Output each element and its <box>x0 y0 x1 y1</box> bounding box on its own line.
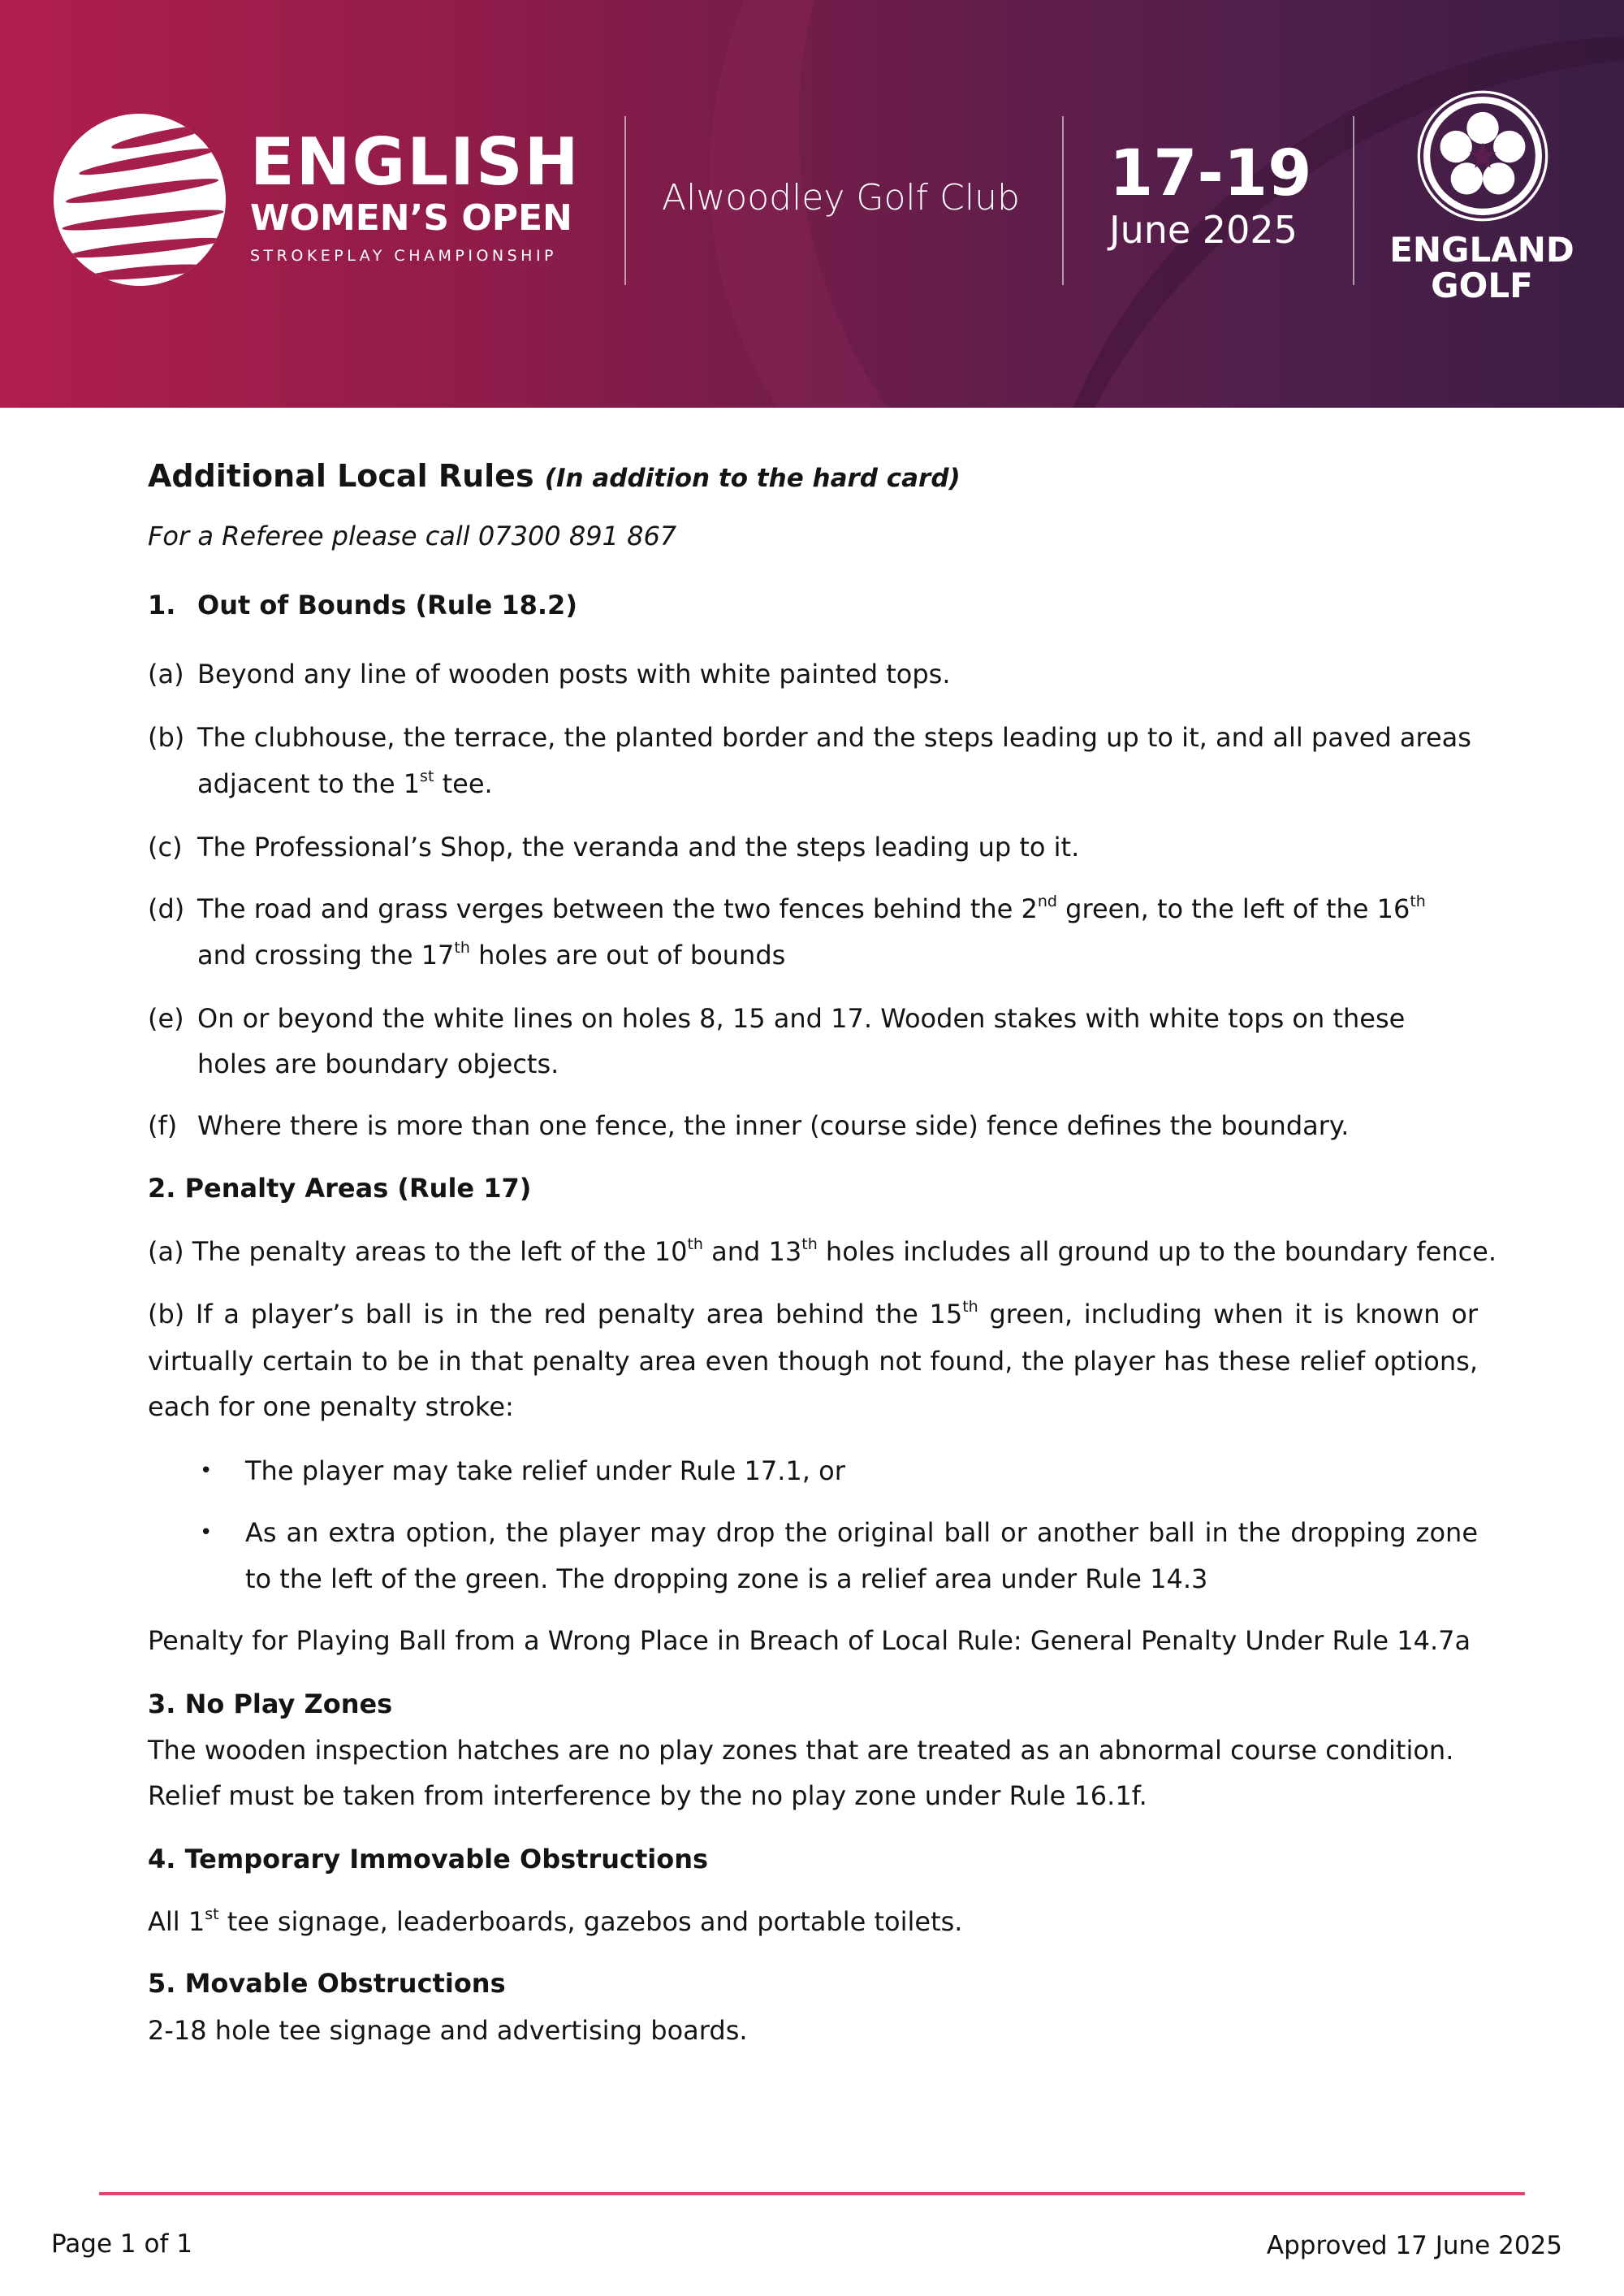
penalty-note: Penalty for Playing Ball from a Wrong Place in Breach of Local Rule: General Penalty Under Rule 14.7a <box>148 1625 1471 1656</box>
referee-contact: For a Referee please call 07300 891 867 <box>148 521 677 551</box>
section-text: All 1st tee signage, leaderboards, gazebos and portable toilets. <box>148 1905 963 1937</box>
golf-ball-swirl-icon <box>54 114 226 286</box>
org-logo-line2: GOLF <box>1431 266 1533 305</box>
section-heading-no-play-zones: 3. No Play Zones <box>148 1688 393 1719</box>
header-divider <box>1062 116 1064 285</box>
section-heading-temporary-immovable-obstructions: 4. Temporary Immovable Obstructions <box>148 1844 709 1874</box>
rule-item-continued: adjacent to the 1st tee. <box>197 767 493 799</box>
bullet-item-continued: to the left of the green. The dropping zone is a relief area under Rule 14.3 <box>245 1563 1208 1594</box>
rule-item: (f) Where there is more than one fence, the inner (course side) fence defines the boundary. <box>148 1110 1350 1141</box>
section-text: Relief must be taken from interference by the no play zone under Rule 16.1f. <box>148 1780 1147 1811</box>
header-divider <box>1353 116 1354 285</box>
event-dates <box>1109 137 1312 252</box>
rule-item-continued: virtually certain to be in that penalty area even though not found, the player has these relief options, <box>148 1346 1478 1377</box>
title-note: (In addition to the hard card) <box>544 464 961 493</box>
event-logo-line3: STROKEPLAY CHAMPIONSHIP <box>250 247 558 265</box>
event-logo <box>250 124 581 266</box>
rule-item: (e) On or beyond the white lines on holes 8, 15 and 17. Wooden stakes with white tops on these <box>148 1003 1406 1034</box>
event-month-year: June 2025 <box>1109 208 1298 252</box>
section-heading-movable-obstructions: 5. Movable Obstructions <box>148 1968 506 1999</box>
bullet-item: As an extra option, the player may drop the original ball or another ball in the dropping zone <box>245 1517 1478 1548</box>
rule-item-continued: holes are boundary objects. <box>197 1049 559 1079</box>
event-days: 17-19 <box>1109 137 1312 210</box>
rule-item: (b) If a player’s ball is in the red penalty area behind the 15th green, including when it is known or <box>148 1298 1479 1330</box>
title-text: Additional Local Rules <box>148 458 534 494</box>
org-logo-line1: ENGLAND <box>1389 230 1574 270</box>
rule-item-continued: and crossing the 17th holes are out of bounds <box>197 939 786 971</box>
page-number: Page 1 of 1 <box>51 2229 192 2259</box>
section-text: The wooden inspection hatches are no play zones that are treated as an abnormal course condition. <box>148 1735 1454 1766</box>
bullet-icon: • <box>200 1459 213 1483</box>
org-logo-text <box>1380 232 1583 304</box>
event-logo-line1: ENGLISH <box>250 124 581 200</box>
section-heading-out-of-bounds: 1. Out of Bounds (Rule 18.2) <box>148 590 577 620</box>
rule-item: (b) The clubhouse, the terrace, the planted border and the steps leading up to it, and all paved areas <box>148 722 1471 753</box>
section-text: 2-18 hole tee signage and advertising boards. <box>148 2015 748 2046</box>
page-title <box>148 460 961 495</box>
rule-item: (a) Beyond any line of wooden posts with white painted tops. <box>148 659 951 690</box>
rule-item: (c) The Professional’s Shop, the veranda and the steps leading up to it. <box>148 832 1080 863</box>
rule-item: (a) The penalty areas to the left of the 10th and 13th holes includes all ground up to the boundary fence. <box>148 1235 1497 1267</box>
bullet-icon: • <box>200 1520 213 1545</box>
venue-name: Alwoodley Golf Club <box>662 177 1020 218</box>
approval-date: Approved 17 June 2025 <box>1266 2231 1562 2260</box>
event-logo-line2: WOMEN’S OPEN <box>250 197 572 239</box>
rule-item: (d) The road and grass verges between the two fences behind the 2nd green, to the left of the 16th <box>148 893 1426 924</box>
section-heading-penalty-areas: 2. Penalty Areas (Rule 17) <box>148 1173 532 1204</box>
rose-emblem-icon <box>1416 89 1549 223</box>
bullet-item: The player may take relief under Rule 17.1, or <box>245 1455 845 1486</box>
header-banner <box>0 0 1624 408</box>
footer-divider <box>99 2192 1525 2195</box>
header-divider <box>624 116 626 285</box>
rule-item-continued: each for one penalty stroke: <box>148 1391 514 1422</box>
